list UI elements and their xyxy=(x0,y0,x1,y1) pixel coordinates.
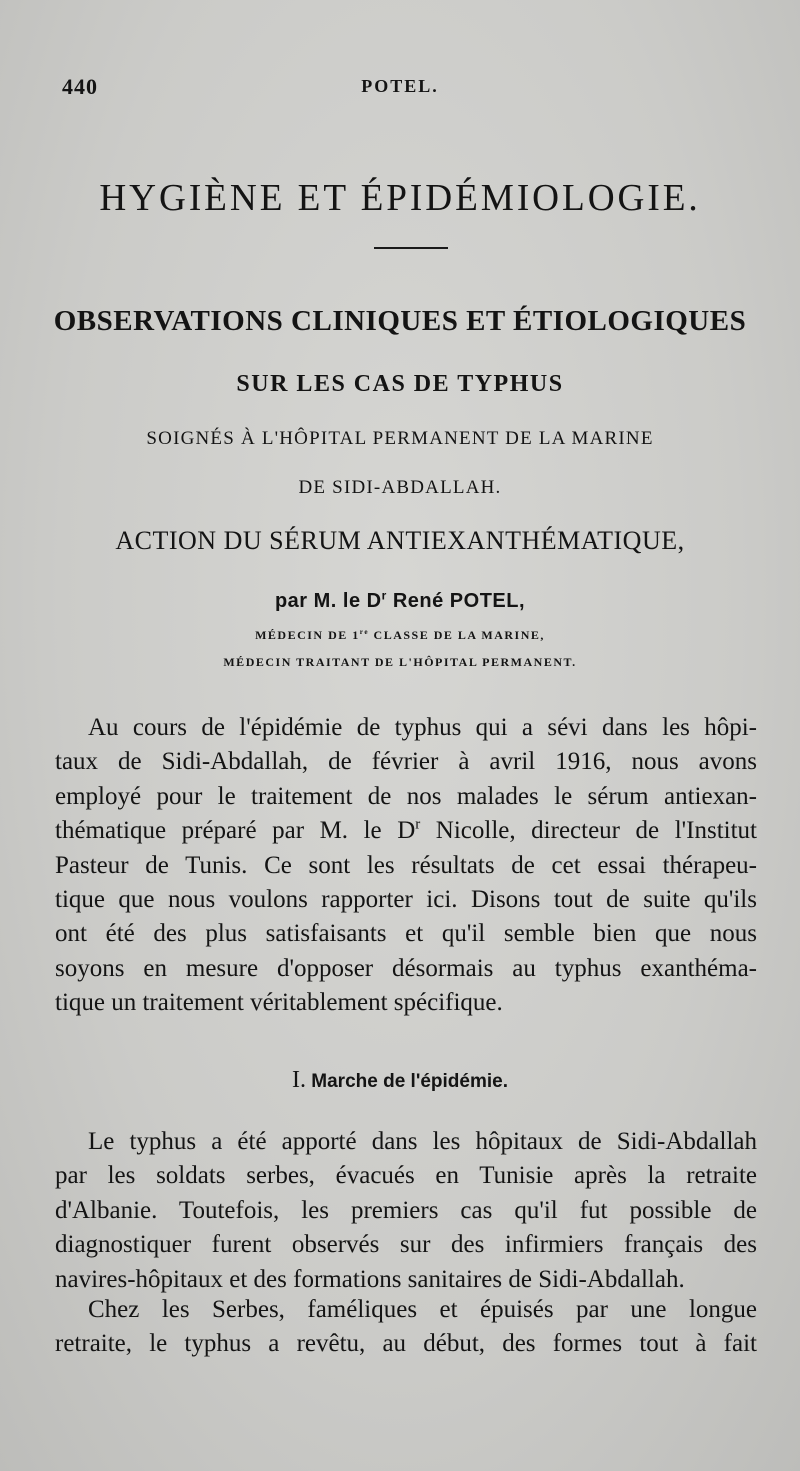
text-line: Pasteur de Tunis. Ce sont les résultats de cet essai thérapeu- xyxy=(55,851,757,879)
superscript: r xyxy=(415,816,421,833)
credential-1-sup: re xyxy=(359,628,370,636)
subsection-title: Marche de l'épidémie. xyxy=(311,1071,508,1092)
article-title-line-5: ACTION DU SÉRUM ANTIEXANTHÉMATIQUE, xyxy=(115,526,685,555)
byline-sup: r xyxy=(381,588,387,603)
text-segment: thématique préparé par M. le D xyxy=(55,817,416,845)
text-line: Le typhus a été apporté dans les hôpitaux de Sidi-Abdallah xyxy=(88,1128,757,1155)
text-line: navires-hôpitaux et des formations sanitaires de Sidi-Abdallah. xyxy=(55,1265,685,1293)
subsection-number: I. xyxy=(292,1067,306,1093)
credential-1-pre: MÉDECIN DE 1 xyxy=(255,628,360,642)
page-number: 440 xyxy=(62,74,98,99)
paragraph-epidemic xyxy=(55,1125,757,1297)
section-title: HYGIÈNE ET ÉPIDÉMIOLOGIE. xyxy=(99,177,701,219)
author-byline xyxy=(0,590,800,613)
byline-post: René POTEL, xyxy=(386,590,526,612)
text-line xyxy=(55,814,757,848)
article-title-line-1: OBSERVATIONS CLINIQUES ET ÉTIOLOGIQUES xyxy=(53,305,747,337)
article-title-line-4: DE SIDI-ABDALLAH. xyxy=(298,477,502,498)
text-line: d'Albanie. Toutefois, les premiers cas qu'il fut possible de xyxy=(55,1196,757,1224)
byline-pre: par M. le D xyxy=(274,590,382,612)
text-line: taux de Sidi-Abdallah, de février à avril 1916, nous avons xyxy=(55,748,757,776)
article-title-line-2: SUR LES CAS DE TYPHUS xyxy=(236,371,564,397)
text-line: soyons en mesure d'opposer désormais au typhus exanthéma- xyxy=(55,954,757,982)
text-line: ont été des plus satisfaisants et qu'il semble bien que nous xyxy=(55,920,757,948)
article-title-line-3: SOIGNÉS À L'HÔPITAL PERMANENT DE LA MARINE xyxy=(146,428,654,449)
credential-1-post: CLASSE DE LA MARINE, xyxy=(369,628,545,642)
text-line: par les soldats serbes, évacués en Tunisie après la retraite xyxy=(55,1162,757,1190)
text-segment: Nicolle, directeur de l'Institut xyxy=(420,817,757,845)
author-credential-1 xyxy=(0,628,800,643)
running-title: POTEL. xyxy=(361,76,439,96)
title-rule xyxy=(374,247,448,249)
text-line: diagnostiquer furent observés sur des infirmiers français des xyxy=(55,1231,757,1259)
subsection-heading xyxy=(0,1067,800,1094)
text-line: employé pour le traitement de nos malades le sérum antiexan- xyxy=(55,782,757,810)
credential-2-text: MÉDECIN TRAITANT DE L'HÔPITAL PERMANENT. xyxy=(223,655,577,669)
text-line: retraite, le typhus a revêtu, au début, des formes tout à fait xyxy=(55,1330,757,1358)
text-line: tique que nous voulons rapporter ici. Disons tout de suite qu'ils xyxy=(55,885,757,913)
running-head xyxy=(0,74,800,104)
text-line: tique un traitement véritablement spécifique. xyxy=(55,989,503,1017)
paragraph-serbes xyxy=(55,1293,757,1362)
text-line: Au cours de l'épidémie de typhus qui a sévi dans les hôpi- xyxy=(88,714,757,741)
author-credential-2 xyxy=(0,655,800,670)
text-line: Chez les Serbes, faméliques et épuisés par une longue xyxy=(88,1296,757,1323)
paragraph-intro xyxy=(55,711,757,1021)
